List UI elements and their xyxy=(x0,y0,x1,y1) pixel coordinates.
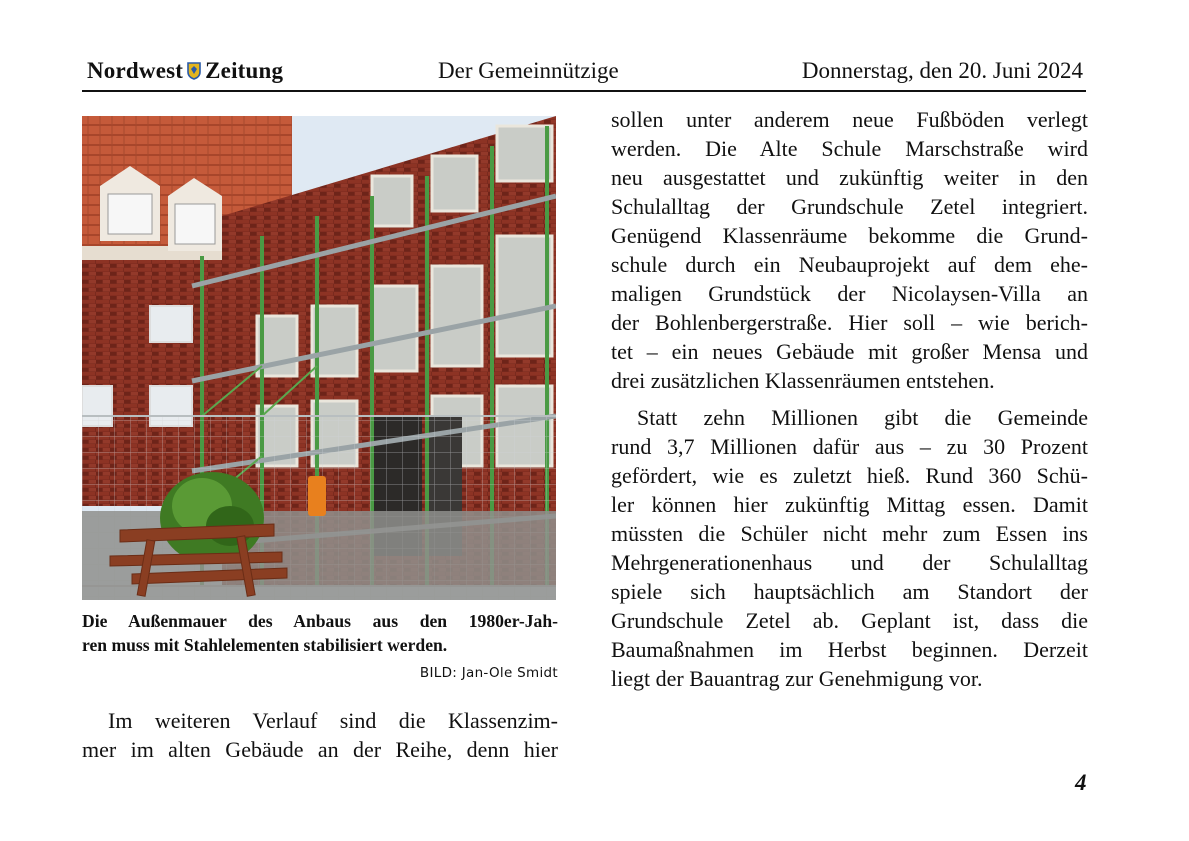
text-line: Statt zehn Millionen gibt die Gemeinde xyxy=(637,405,1088,430)
text-line: Grundschule Zetel ab. Geplant ist, dass die xyxy=(611,608,1088,633)
masthead-zeitung: Zeitung xyxy=(205,58,284,83)
caption-line-2: ren muss mit Stahlelementen stabilisiert werden. xyxy=(82,635,448,655)
right-column-text xyxy=(611,105,1088,693)
text-line: werden. Die Alte Schule Marschstraße wird xyxy=(611,136,1088,161)
text-line: Schulalltag der Grundschule Zetel integriert. xyxy=(611,194,1088,219)
text-line: neu ausgestattet und zukünftig weiter in den xyxy=(611,165,1088,190)
text-line: Genügend Klassenräume bekomme die Grund- xyxy=(611,223,1088,248)
photo-credit: BILD: Jan-Ole Smidt xyxy=(419,665,558,681)
text-line: rund 3,7 Millionen dafür aus – zu 30 Prozent xyxy=(611,434,1088,459)
text-line: tet – ein neues Gebäude mit großer Mensa und xyxy=(611,339,1088,364)
header-rule xyxy=(82,90,1086,92)
caption-line-1: Die Außenmauer des Anbaus aus den 1980er-Jah- xyxy=(82,611,558,631)
newspaper-header xyxy=(82,58,1086,88)
text-line: sollen unter anderem neue Fußböden verlegt xyxy=(611,107,1088,132)
text-line: mer im alten Gebäude an der Reihe, denn hier xyxy=(82,737,558,762)
scaffolding-building-image xyxy=(82,116,556,600)
text-line: drei zusätzlichen Klassenräumen entstehen. xyxy=(611,368,995,393)
text-line: der Bohlenbergerstraße. Hier soll – wie berich- xyxy=(611,310,1088,335)
text-line: müssten die Schüler nicht mehr zum Essen ins xyxy=(611,521,1088,546)
text-line: liegt der Bauantrag zur Genehmigung vor. xyxy=(611,666,983,691)
text-line: maligen Grundstück der Nicolaysen-Villa an xyxy=(611,281,1088,306)
left-column-text xyxy=(82,706,558,764)
masthead xyxy=(87,58,283,84)
article-photo xyxy=(82,116,556,600)
text-line: Baumaßnahmen im Herbst beginnen. Derzeit xyxy=(611,637,1088,662)
masthead-nordwest: Nordwest xyxy=(87,58,184,83)
text-line: ler können hier zukünftig Mittag essen. Damit xyxy=(611,492,1088,517)
photo-caption xyxy=(82,609,558,657)
page-number: 4 xyxy=(1075,770,1087,795)
text-line: Im weiteren Verlauf sind die Klassenzim- xyxy=(108,708,558,733)
text-line: spiele sich hauptsächlich am Standort der xyxy=(611,579,1088,604)
paragraph-gap xyxy=(611,395,1088,403)
text-line: schule durch ein Neubauprojekt auf dem ehe- xyxy=(611,252,1088,277)
text-line: Mehrgenerationenhaus und der Schulalltag xyxy=(611,550,1088,575)
issue-date: Donnerstag, den 20. Juni 2024 xyxy=(801,58,1083,83)
section-title: Der Gemeinnützige xyxy=(438,58,619,83)
text-line: gefördert, wie es zuletzt hieß. Rund 360 Schü- xyxy=(611,463,1088,488)
crest-icon xyxy=(187,62,201,80)
